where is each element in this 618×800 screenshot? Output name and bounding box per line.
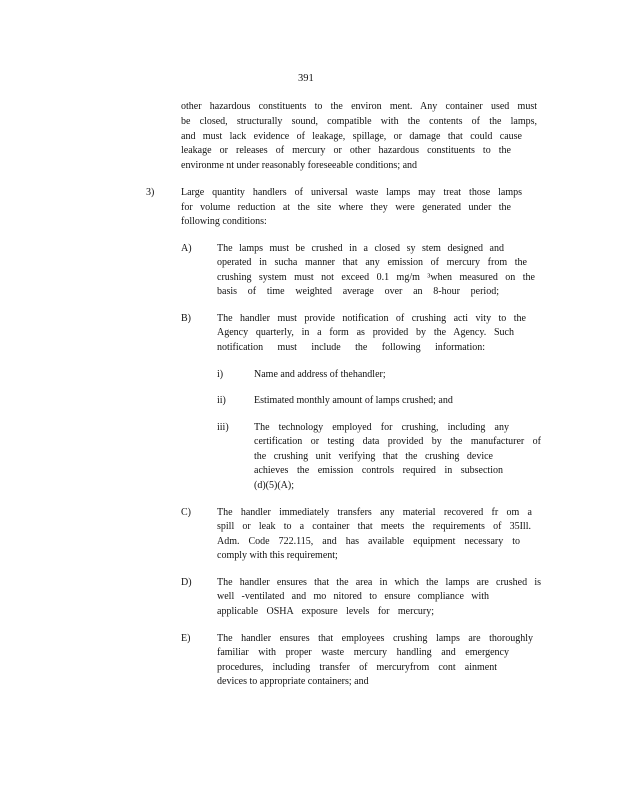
item-e-line: devices to appropriate containers; and xyxy=(217,676,369,687)
item-d-line: The handler ensures that the area in which the lamps are crushed is xyxy=(217,577,541,588)
item-c-line: comply with this requirement; xyxy=(217,550,338,561)
item-b-iii-label: iii) xyxy=(217,422,229,433)
item-3-line: following conditions: xyxy=(181,216,267,227)
item-a-line: operated in sucha manner that any emission of mercury from the xyxy=(217,257,527,268)
item-d-label: D) xyxy=(181,577,192,588)
item-b-iii-line: achieves the emission controls required in subsection xyxy=(254,465,503,476)
page-number: 391 xyxy=(298,73,314,84)
item-b-iii-line: the crushing unit verifying that the crushing device xyxy=(254,451,493,462)
intro-line: environme nt under reasonably foreseeable conditions; and xyxy=(181,160,418,171)
item-d-line: well -ventilated and mo nitored to ensure compliance with xyxy=(217,591,489,602)
item-b-i-label: i) xyxy=(217,369,224,380)
intro-line: be closed, structurally sound, compatible with the contents of the lamps, xyxy=(181,116,537,127)
item-b-iii-line: The technology employed for crushing, including any xyxy=(254,422,509,433)
item-b-line: The handler must provide notification of crushing acti vity to the xyxy=(217,313,526,324)
item-b-line: notification must include the following information: xyxy=(217,342,485,353)
item-a-line: The lamps must be crushed in a closed sy stem designed and xyxy=(217,243,504,254)
item-b-label: B) xyxy=(181,313,191,324)
item-c-label: C) xyxy=(181,507,191,518)
item-b-ii-label: ii) xyxy=(217,395,226,406)
intro-line: other hazardous constituents to the environ ment. Any container used must xyxy=(181,101,537,112)
item-a-line: crushing system must not exceed 0.1 mg/m ³when measured on the xyxy=(217,272,535,283)
intro-line: and must lack evidence of leakage, spillage, or damage that could cause xyxy=(181,131,522,142)
item-3-line: for volume reduction at the site where they were generated under the xyxy=(181,202,511,213)
item-e-line: familiar with proper waste mercury handling and emergency xyxy=(217,647,509,658)
item-b-i-line: Name and address of thehandler; xyxy=(254,369,386,380)
item-b-iii-line: certification or testing data provided by the manufacturer of xyxy=(254,436,541,447)
item-e-label: E) xyxy=(181,633,191,644)
item-e-line: The handler ensures that employees crushing lamps are thoroughly xyxy=(217,633,533,644)
item-3-line: Large quantity handlers of universal waste lamps may treat those lamps xyxy=(181,187,522,198)
item-c-line: Adm. Code 722.115, and has available equipment necessary to xyxy=(217,536,520,547)
item-a-label: A) xyxy=(181,243,192,254)
intro-line: leakage or releases of mercury or other hazardous constituents to the xyxy=(181,145,511,156)
item-c-line: The handler immediately transfers any material recovered fr om a xyxy=(217,507,532,518)
item-b-iii-line: (d)(5)(A); xyxy=(254,480,294,491)
item-e-line: procedures, including transfer of mercuryfrom cont ainment xyxy=(217,662,497,673)
item-3-label: 3) xyxy=(146,187,155,198)
item-a-line: basis of time weighted average over an 8-hour period; xyxy=(217,286,499,297)
item-d-line: applicable OSHA exposure levels for mercury; xyxy=(217,606,434,617)
item-b-line: Agency quarterly, in a form as provided by the Agency. Such xyxy=(217,327,514,338)
item-b-ii-line: Estimated monthly amount of lamps crushed; and xyxy=(254,395,453,406)
item-c-line: spill or leak to a container that meets the requirements of 35Ill. xyxy=(217,521,531,532)
